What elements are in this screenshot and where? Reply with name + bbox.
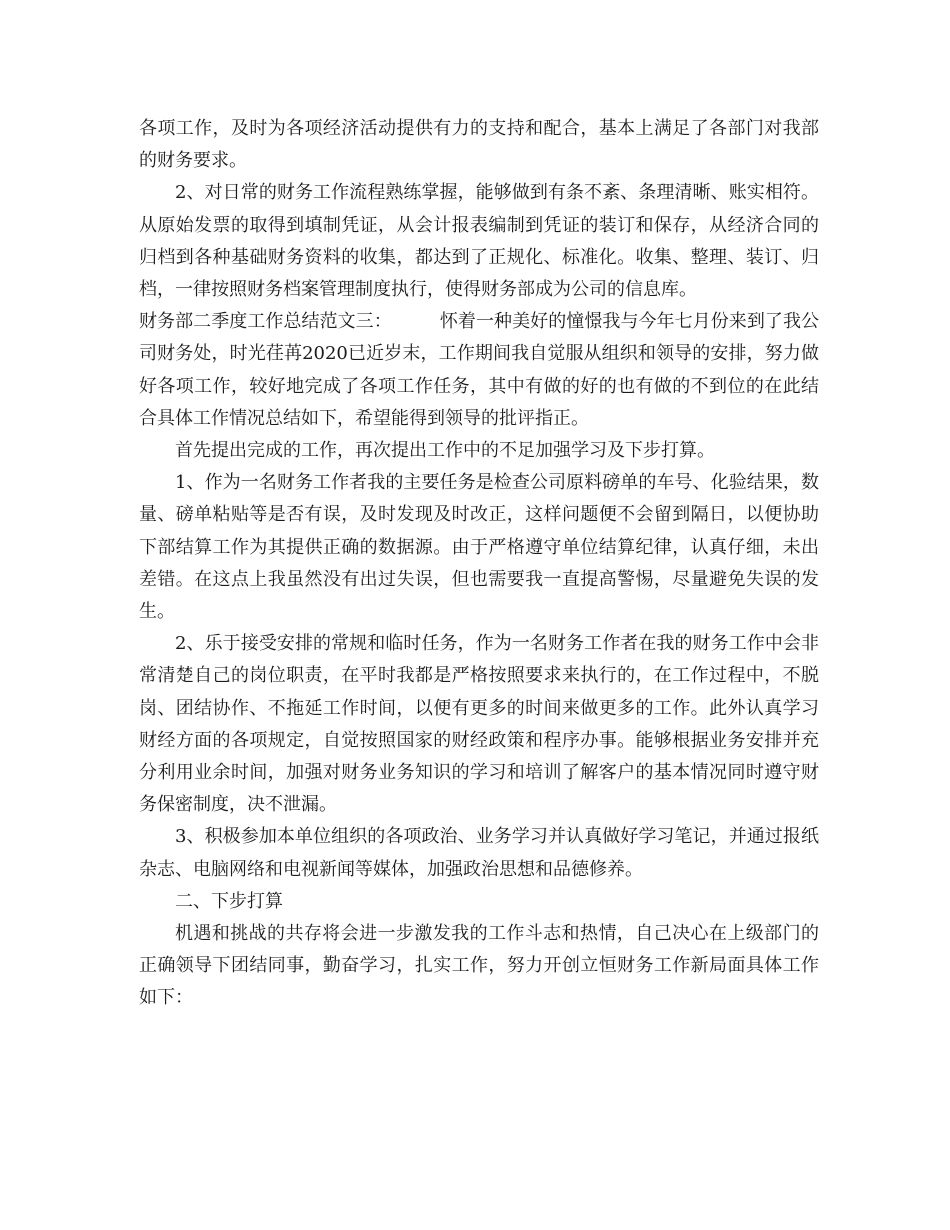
paragraph: 1、作为一名财务工作者我的主要任务是检查公司原料磅单的车号、化验结果，数量、磅单粘贴等是否有误，及时发现及时改正，这样问题便不会留到隔日，以便协助下部结算工作为其提供正确的数据源。由于严格遵守单位结算纪律，认真仔细，未出差错。在这点上我虽然没有出过失误，但也需要我一直提高警惕，尽量避免失误的发生。 <box>139 472 819 623</box>
section-text: 怀着一种美好的憧憬我与今年七月份来到了我公司财务处，时光荏苒2020已近岁末，工作期间我自觉服从组织和领导的安排，努力做好各项工作，较好地完成了各项工作任务，其中有做的好的也有做的不到位的在此结合具体工作情况总结如下，希望能得到领导的批评指正。 <box>139 311 820 429</box>
paragraph: 2、乐于接受安排的常规和临时任务，作为一名财务工作者在我的财务工作中会非常清楚自己的岗位职责，在平时我都是严格按照要求来执行的，在工作过程中，不脱岗、团结协作、不拖延工作时间，以便有更多的时间来做更多的工作。此外认真学习财经方面的各项规定，自觉按照国家的财经政策和程序办事。能够根据业务安排并充分利用业余时间，加强对财务业务知识的学习和培训了解客户的基本情况同时遵守财务保密制度，决不泄漏。 <box>139 633 819 816</box>
paragraph: 机遇和挑战的共存将会进一步激发我的工作斗志和热情，自己决心在上级部门的正确领导下团结同事，勤奋学习，扎实工作，努力开创立恒财务工作新局面具体工作如下： <box>139 923 819 1009</box>
subheading: 二、下步打算 <box>175 890 283 912</box>
section-heading: 财务部二季度工作总结范文三： <box>139 311 392 333</box>
paragraph: 2、对日常的财务工作流程熟练掌握，能够做到有条不紊、条理清晰、账实相符。从原始发票的取得到填制凭证，从会计报表编制到凭证的装订和保存，从经济合同的归档到各种基础财务资料的收集，都达到了正规化、标准化。收集、整理、装订、归档，一律按照财务档案管理制度执行，使得财务部成为公司的信息库。 <box>139 182 819 301</box>
document-body <box>139 113 819 1015</box>
paragraph: 各项工作，及时为各项经济活动提供有力的支持和配合，基本上满足了各部门对我部的财务要求。 <box>139 118 819 172</box>
paragraph: 首先提出完成的工作，再次提出工作中的不足加强学习及下步打算。 <box>175 440 715 462</box>
paragraph: 3、积极参加本单位组织的各项政治、业务学习并认真做好学习笔记，并通过报纸杂志、电脑网络和电视新闻等媒体，加强政治思想和品德修养。 <box>139 826 819 880</box>
section-paragraph <box>139 306 819 435</box>
